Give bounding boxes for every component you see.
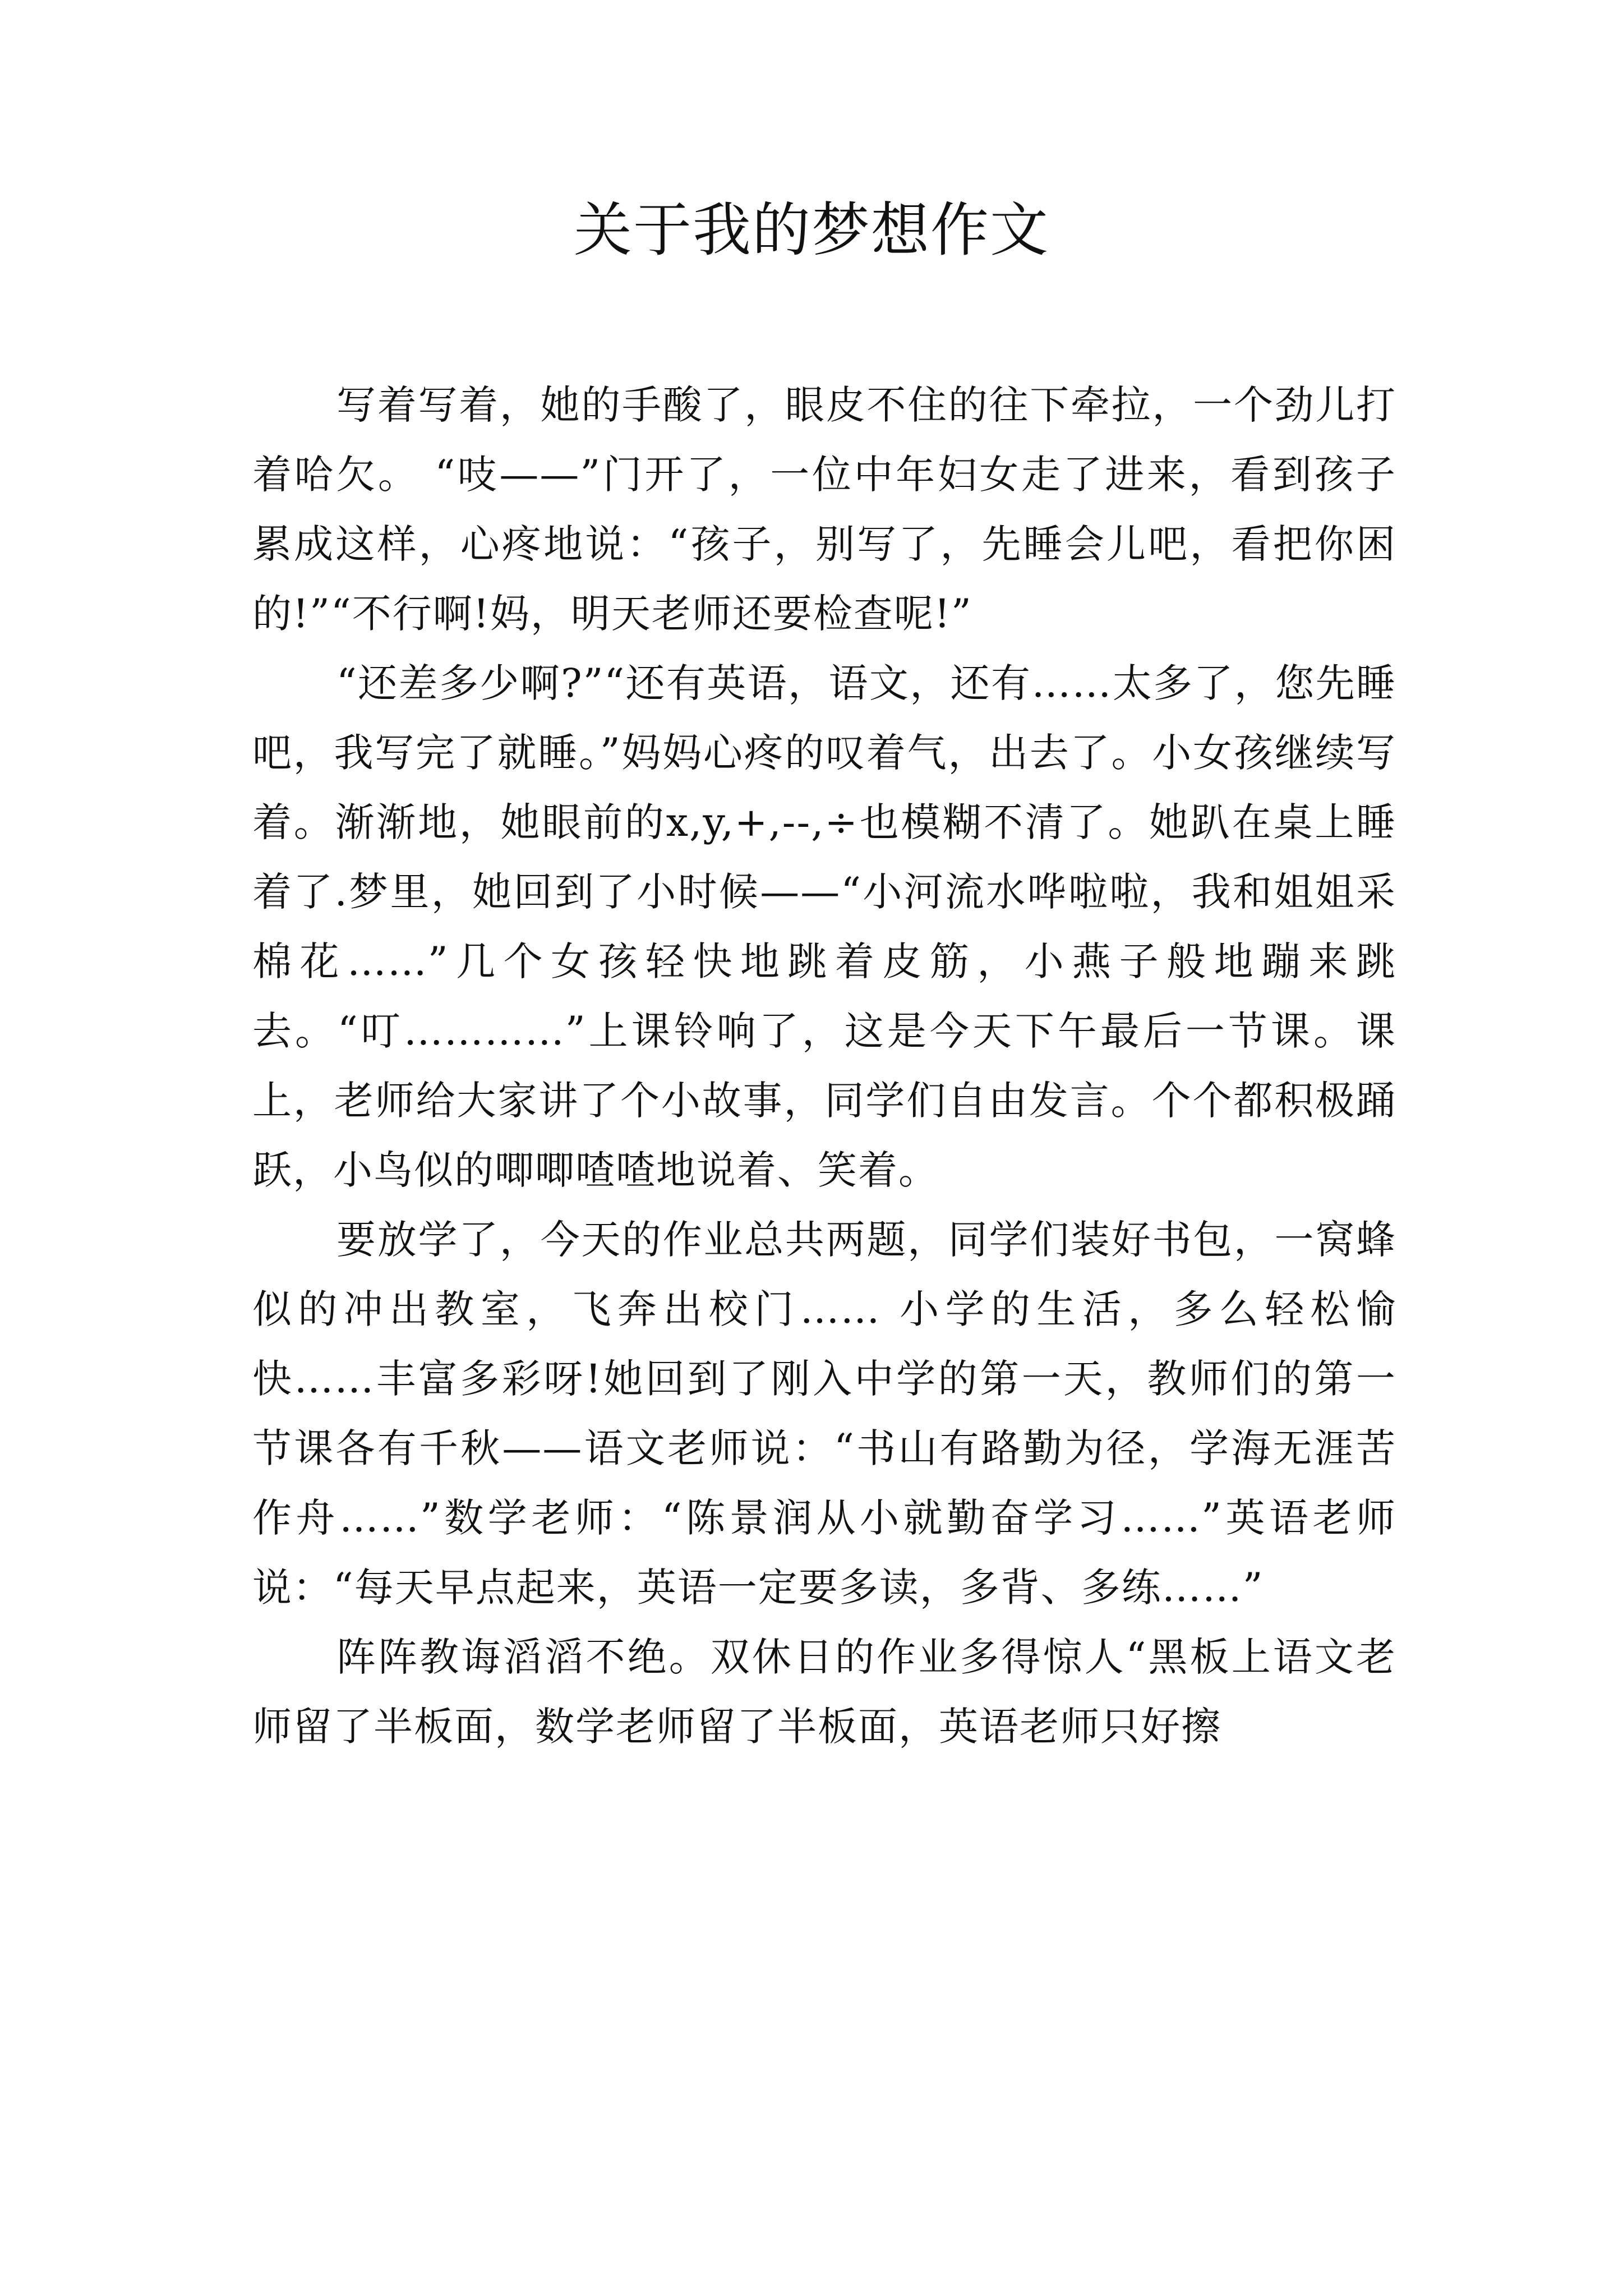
document-body — [252, 370, 1396, 1761]
paragraph-4: 阵阵教诲滔滔不绝。双休日的作业多得惊人“黑板上语文老师留了半板面，数学老师留了半板面，英语老师只好擦 — [252, 1634, 1396, 1750]
document-title: 关于我的梦想作文 — [573, 196, 1049, 264]
paragraph-2: “还差多少啊?”“还有英语，语文，还有……太多了，您先睡吧，我写完了就睡。”妈妈心疼的叹着气，出去了。小女孩继续写着。渐渐地，她眼前的x,y,+,--,÷也模糊不清了。她趴在桌上睡着了.梦里，她回到了小时候——“小河流水哗啦啦，我和姐姐采棉花……”几个女孩轻快地跳着皮筋，小燕子般地蹦来跳去。“叮…………”上课铃响了，这是今天下午最后一节课。课上，老师给大家讲了个小故事，同学们自由发言。个个都积极踊跃，小鸟似的唧唧喳喳地说着、笑着。 — [252, 660, 1396, 1193]
paragraph-1: 写着写着，她的手酸了，眼皮不住的往下牵拉，一个劲儿打着哈欠。 “吱——”门开了，一位中年妇女走了进来，看到孩子累成这样，心疼地说：“孩子，别写了，先睡会儿吧，看把你困的!”“不行啊!妈，明天老师还要检查呢!” — [252, 382, 1396, 637]
paragraph-3: 要放学了，今天的作业总共两题，同学们装好书包，一窝蜂似的冲出教室，飞奔出校门…… 小学的生活，多么轻松愉快……丰富多彩呀!她回到了刚入中学的第一天，教师们的第一节课各有千秋——语文老师说：“书山有路勤为径，学海无涯苦作舟……”数学老师：“陈景润从小就勤奋学习……”英语老师说：“每天早点起来，英语一定要多读，多背、多练……” — [252, 1217, 1396, 1611]
